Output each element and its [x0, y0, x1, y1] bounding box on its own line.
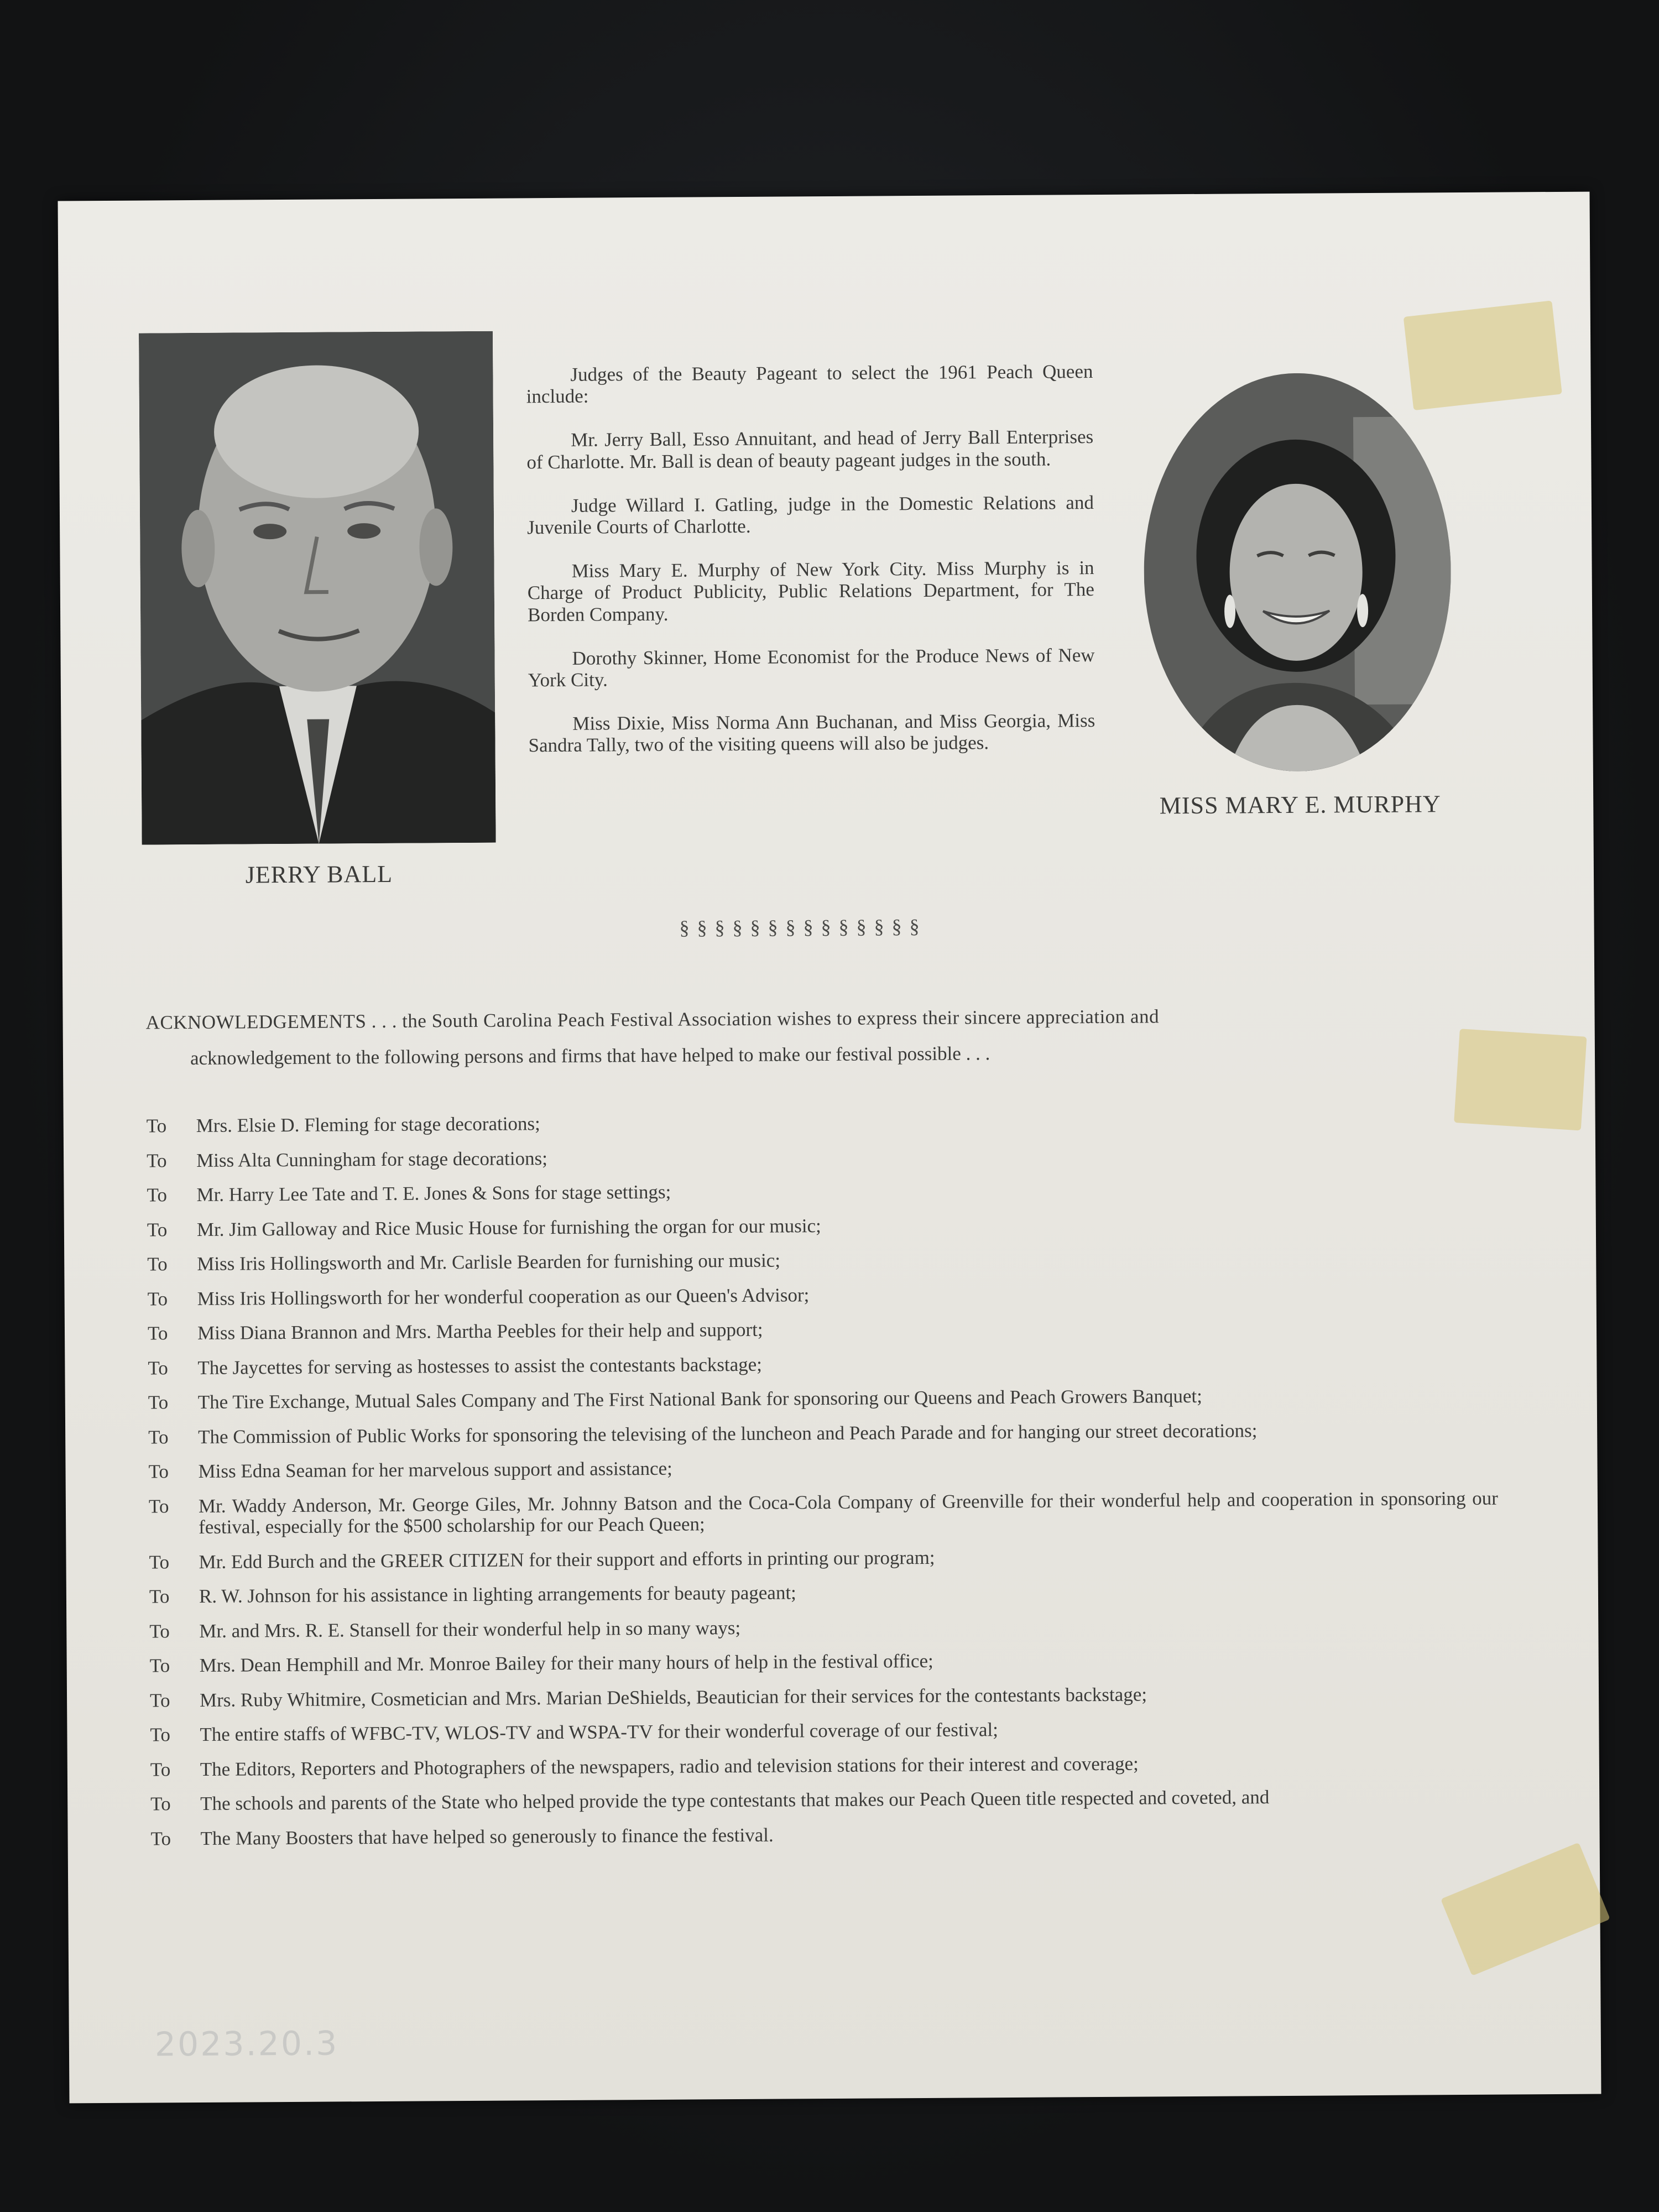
to-label: To [148, 1426, 169, 1448]
item-text: The entire staffs of WFBC-TV, WLOS-TV and WSPA-TV for their wonderful coverage of our festival; [200, 1719, 999, 1745]
item-text: The Many Boosters that have helped so generously to finance the festival. [200, 1824, 774, 1849]
list-item [147, 1108, 1496, 1137]
jerry-ball-caption: JERRY BALL [245, 860, 393, 889]
item-text: Mrs. Ruby Whitmire, Cosmetician and Mrs. Marian DeShields, Beautician for their services for the contestants backstage; [199, 1683, 1147, 1711]
item-text: Mrs. Elsie D. Fleming for stage decorations; [196, 1113, 540, 1136]
to-label: To [148, 1391, 169, 1413]
list-item [150, 1820, 1500, 1849]
list-item [147, 1142, 1496, 1171]
to-label: To [150, 1758, 171, 1781]
item-text: Miss Iris Hollingsworth for her wonderful cooperation as our Queen's Advisor; [197, 1284, 810, 1310]
list-item [149, 1578, 1499, 1608]
list-item [148, 1418, 1498, 1448]
acknowledgements-lead: ACKNOWLEDGEMENTS . . . the South Carolina Peach Festival Association wishes to express their sincere appreciation and [145, 1005, 1160, 1034]
to-label: To [150, 1724, 171, 1746]
to-label: To [149, 1689, 170, 1712]
to-label: To [147, 1149, 167, 1172]
jerry-ball-photo [139, 331, 496, 845]
item-text: The Editors, Reporters and Photographers of the newspapers, radio and television stations for their interest and coverage; [200, 1752, 1139, 1780]
item-text: The schools and parents of the State who helped provide the type contestants that makes our Peach Queen title respected and coveted, and [200, 1786, 1270, 1814]
list-item [147, 1211, 1496, 1240]
to-label: To [149, 1620, 170, 1642]
judge-paragraph: Miss Mary E. Murphy of New York City. Miss Murphy is in Charge of Product Publicity, Public Relations Department, for The Borden Company. [527, 557, 1094, 625]
list-item [147, 1177, 1496, 1206]
list-item [147, 1246, 1496, 1275]
tape-top-right [1404, 300, 1562, 410]
acknowledgements-continuation: acknowledgement to the following persons and firms that have helped to make our festival possible . . . [190, 1042, 990, 1069]
list-item [148, 1453, 1498, 1483]
to-label: To [149, 1655, 170, 1677]
list-item [150, 1647, 1499, 1677]
to-label: To [148, 1357, 168, 1379]
to-label: To [148, 1460, 169, 1483]
list-item [148, 1315, 1497, 1344]
list-item [148, 1349, 1497, 1379]
portrait-woman-image [1142, 372, 1452, 772]
list-item [149, 1543, 1498, 1573]
item-text: Miss Iris Hollingsworth and Mr. Carlisle Bearden for furnishing our music; [197, 1249, 781, 1275]
tape-bottom-right [1441, 1843, 1610, 1976]
to-label: To [149, 1551, 170, 1573]
list-item [148, 1384, 1498, 1413]
program-page [58, 192, 1601, 2104]
list-item [148, 1280, 1497, 1310]
item-text: Mr. and Mrs. R. E. Stansell for their wonderful help in so many ways; [199, 1616, 741, 1642]
item-text: The Commission of Public Works for sponsoring the televising of the luncheon and Peach Parade and for hanging our street decorations; [198, 1419, 1258, 1448]
to-label: To [147, 1184, 168, 1206]
list-item [150, 1717, 1499, 1746]
item-text: Miss Diana Brannon and Mrs. Martha Peebles for their help and support; [197, 1318, 763, 1344]
section-ornament: §§§§§§§§§§§§§§ [679, 915, 927, 939]
mary-murphy-photo [1142, 372, 1452, 772]
mary-murphy-caption: MISS MARY E. MURPHY [1159, 790, 1441, 820]
item-text: The Tire Exchange, Mutual Sales Company and The First National Bank for sponsoring our Queens and Peach Growers Banquet; [197, 1385, 1202, 1413]
to-label: To [150, 1793, 171, 1815]
item-text: Mr. Edd Burch and the GREER CITIZEN for their support and efforts in printing our program; [199, 1546, 935, 1573]
to-label: To [149, 1585, 170, 1608]
item-text: Mrs. Dean Hemphill and Mr. Monroe Bailey for their many hours of help in the festival office; [199, 1650, 933, 1676]
to-label: To [150, 1827, 171, 1850]
portrait-man-image [139, 331, 496, 845]
list-item [149, 1488, 1498, 1538]
item-text: R. W. Johnson for his assistance in lighting arrangements for beauty pageant; [199, 1582, 796, 1607]
to-label: To [147, 1253, 168, 1275]
to-label: To [147, 1287, 168, 1310]
to-label: To [148, 1495, 169, 1517]
to-label: To [147, 1218, 168, 1241]
judge-paragraph: Miss Dixie, Miss Norma Ann Buchanan, and Miss Georgia, Miss Sandra Tally, two of the visiting queens will also be judges. [528, 709, 1095, 757]
item-text: Miss Edna Seaman for her marvelous support and assistance; [198, 1457, 672, 1482]
accession-number: 2023.20.3 [154, 2024, 339, 2064]
judge-paragraph: Dorothy Skinner, Home Economist for the Produce News of New York City. [528, 644, 1095, 691]
item-text: The Jaycettes for serving as hostesses to assist the contestants backstage; [197, 1353, 763, 1379]
judges-intro: Judges of the Beauty Pageant to select the 1961 Peach Queen include: [526, 361, 1093, 408]
list-item [149, 1613, 1499, 1642]
item-text: Mr. Jim Galloway and Rice Music House for furnishing the organ for our music; [196, 1214, 821, 1240]
list-item [150, 1786, 1500, 1815]
list-item [150, 1682, 1499, 1711]
item-text: Mr. Harry Lee Tate and T. E. Jones & Sons for stage settings; [196, 1181, 671, 1206]
item-text: Mr. Waddy Anderson, Mr. George Giles, Mr. Johnny Batson and the Coca-Cola Company of Greenville for their wonderful help and cooperation in sponsoring our festival, especially for the $500 scholarship for our Peach Queen; [198, 1487, 1499, 1538]
acknowledgements-intro [145, 997, 1484, 1077]
judges-section [526, 361, 1095, 779]
judge-paragraph: Mr. Jerry Ball, Esso Annuitant, and head of Jerry Ball Enterprises of Charlotte. Mr. Ball is dean of beauty pageant judges in the south. [526, 426, 1094, 473]
acknowledgements-list [147, 1108, 1500, 1863]
item-text: Miss Alta Cunningham for stage decorations; [196, 1147, 548, 1171]
to-label: To [146, 1115, 167, 1137]
to-label: To [147, 1322, 168, 1344]
judge-paragraph: Judge Willard I. Gatling, judge in the Domestic Relations and Juvenile Courts of Charlotte. [527, 491, 1094, 539]
list-item [150, 1751, 1500, 1780]
